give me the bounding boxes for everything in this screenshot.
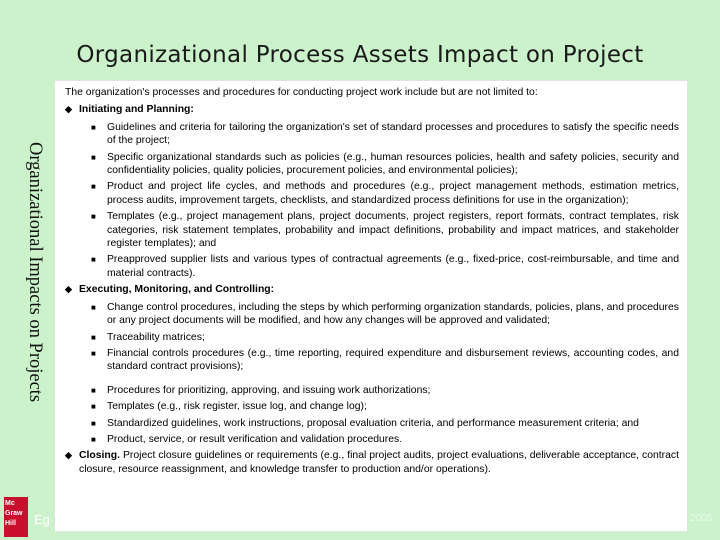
square-bullet-icon: ■ bbox=[91, 302, 96, 312]
list-item bbox=[91, 384, 679, 397]
logo-text: Graw bbox=[5, 510, 23, 517]
list-item bbox=[91, 400, 679, 413]
list-item bbox=[91, 151, 679, 178]
logo-text: Mc bbox=[5, 500, 15, 507]
closing-section bbox=[65, 449, 679, 476]
item-text: Financial controls procedures (e.g., time reporting, required expenditure and disbursement reviews, accounting codes, and standard contract provisions); bbox=[107, 347, 679, 373]
section-heading bbox=[65, 103, 679, 116]
item-text: Product and project life cycles, and methods and procedures (e.g., project management methods, estimation metrics, process audits, improvement targets, checklists, and standardized process definitions for use in the organization); bbox=[107, 181, 679, 206]
section-heading-text: Initiating and Planning: bbox=[79, 104, 194, 116]
slide-title: Organizational Process Assets Impact on Project bbox=[76, 42, 644, 68]
square-bullet-icon: ■ bbox=[91, 402, 96, 412]
square-bullet-icon: ■ bbox=[91, 434, 96, 444]
intro-text: The organization's processes and procedures for conducting project work include but are not limited to: bbox=[65, 87, 538, 98]
list-item bbox=[91, 301, 679, 328]
item-list bbox=[91, 301, 679, 447]
item-text: Standardized guidelines, work instructions, proposal evaluation criteria, and performance measurement criteria; and bbox=[107, 417, 639, 429]
diamond-bullet-icon: ◆ bbox=[65, 284, 72, 295]
side-title: Organizational Impacts on Projects bbox=[25, 142, 45, 403]
closing-text bbox=[79, 449, 679, 476]
item-text: Specific organizational standards such as policies (e.g., human resources policies, health and safety policies, security and confidentiality policies, quality policies, procurement policies, and environmental policies); bbox=[107, 151, 679, 177]
item-text: Templates (e.g., risk register, issue log, and change log); bbox=[107, 401, 367, 413]
item-text: Procedures for prioritizing, approving, and issuing work authorizations; bbox=[107, 384, 431, 396]
square-bullet-icon: ■ bbox=[91, 152, 96, 162]
item-text: Templates (e.g., project management plans, project documents, project registers, report formats, contract templates, risk categories, risk statement templates, probability and impact definitions, probability and impact matrices, and stakeholder register templates); and bbox=[107, 211, 679, 250]
footer-left-text: Eg bbox=[34, 512, 50, 527]
item-text: Project closure guidelines or requirements (e.g., final project audits, project evaluations, deliverable acceptance, contract closure, resource reassignment, and knowledge transfer to production and/or operations). bbox=[79, 450, 680, 475]
publisher-logo bbox=[4, 497, 28, 537]
logo-text: Hill bbox=[5, 520, 16, 527]
square-bullet-icon: ■ bbox=[91, 385, 96, 395]
section-heading-text: Closing. bbox=[79, 450, 120, 462]
diamond-bullet-icon: ◆ bbox=[65, 104, 72, 115]
item-text: Traceability matrices; bbox=[107, 331, 205, 343]
square-bullet-icon: ■ bbox=[91, 418, 96, 428]
list-item bbox=[91, 433, 679, 446]
item-text: Guidelines and criteria for tailoring the organization's set of standard processes and procedures to satisfy the specific needs of the project; bbox=[107, 121, 679, 147]
section-heading bbox=[65, 283, 679, 296]
item-text: Preapproved supplier lists and various types of contractual agreements (e.g., fixed-price, cost-reimbursable, and time and material contracts). bbox=[107, 254, 679, 279]
list-item bbox=[91, 417, 679, 430]
item-text: Change control procedures, including the steps by which performing organization standards, policies, plans, and procedures or any project documents will be modified, and how any changes will be approved and validated; bbox=[107, 301, 679, 327]
square-bullet-icon: ■ bbox=[91, 332, 96, 342]
square-bullet-icon: ■ bbox=[91, 212, 96, 222]
item-list bbox=[91, 121, 679, 280]
list-item bbox=[91, 253, 679, 280]
item-text: Product, service, or result verification and validation procedures. bbox=[107, 433, 403, 445]
list-item bbox=[91, 121, 679, 148]
content-panel bbox=[54, 80, 688, 532]
section-heading-text: Executing, Monitoring, and Controlling: bbox=[79, 284, 275, 296]
list-item bbox=[91, 331, 679, 344]
square-bullet-icon: ■ bbox=[91, 122, 96, 132]
list-item bbox=[91, 347, 679, 374]
square-bullet-icon: ■ bbox=[91, 255, 96, 265]
square-bullet-icon: ■ bbox=[91, 348, 96, 358]
footer-year: 2005 bbox=[690, 513, 713, 524]
square-bullet-icon: ■ bbox=[91, 182, 96, 192]
diamond-bullet-icon: ◆ bbox=[65, 450, 72, 461]
list-item bbox=[91, 210, 679, 250]
list-item bbox=[91, 180, 679, 207]
spacer bbox=[91, 377, 679, 381]
